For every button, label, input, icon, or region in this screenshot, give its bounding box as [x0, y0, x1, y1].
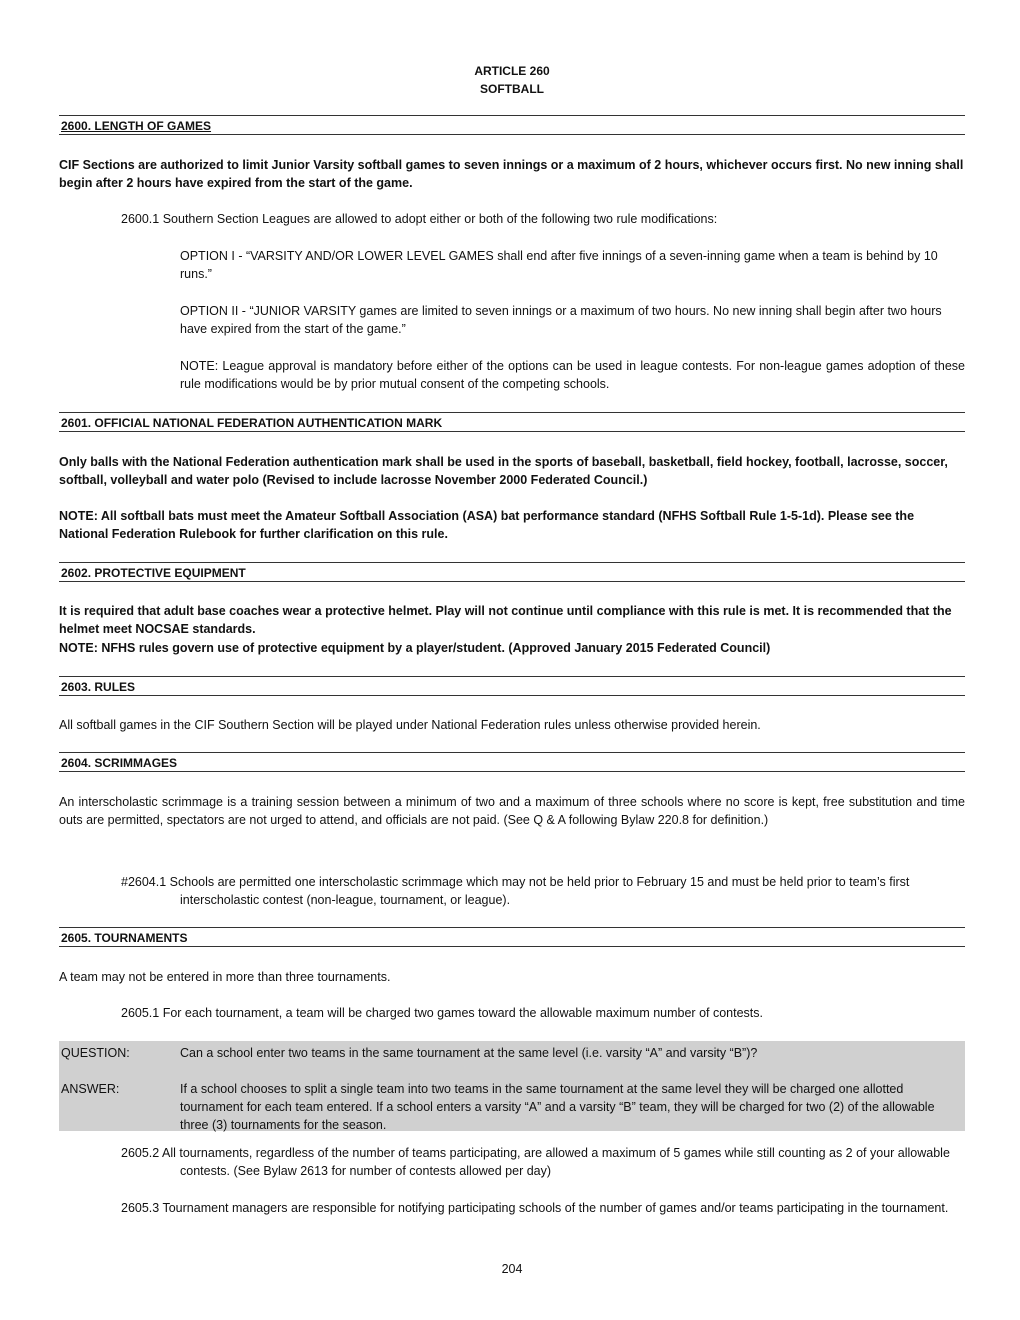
section-2604-body: An interscholastic scrimmage is a training session between a minimum of two and a maximum of three schools where no score is kept, free substitution and time outs are permitted, spectators are not urged to attend, and officials are not paid. (See Q & A following Bylaw 220.8 for definition.) — [59, 795, 965, 827]
section-heading-2604: 2604. SCRIMMAGES — [59, 752, 965, 772]
section-2601-body: Only balls with the National Federation authentication mark shall be used in the sports of baseball, basketball, field hockey, football, lacrosse, soccer, softball, volleyball and water polo (Revised to include lacrosse November 2000 Federated Council.) — [59, 455, 948, 487]
section-2605-1: 2605.1 For each tournament, a team will be charged two games toward the allowable maximum number of contests. — [121, 1006, 763, 1020]
section-heading-2601: 2601. OFFICIAL NATIONAL FEDERATION AUTHENTICATION MARK — [59, 412, 965, 432]
option-1: OPTION I - “VARSITY AND/OR LOWER LEVEL GAMES shall end after five innings of a seven-inning game when a team is behind by 10 runs.” — [180, 249, 938, 281]
section-2602-note: NOTE: NFHS rules govern use of protective equipment by a player/student. (Approved January 2015 Federated Council) — [59, 641, 771, 655]
section-heading-2600: 2600. LENGTH OF GAMES — [59, 115, 965, 135]
section-2605-body: A team may not be entered in more than three tournaments. — [59, 970, 391, 984]
section-2600-note: NOTE: League approval is mandatory before either of the options can be used in league contests. For non-league games adoption of these rule modifications would be by prior mutual consent of the competing schools. — [180, 359, 965, 391]
section-heading-2602: 2602. PROTECTIVE EQUIPMENT — [59, 562, 965, 582]
qa-box — [59, 1041, 965, 1131]
section-2604-1: #2604.1 Schools are permitted one interscholastic scrimmage which may not be held prior to February 15 and must be held prior to team’s first interscholastic contest (non-league, tournament, or league). — [121, 875, 910, 907]
section-2600-body: CIF Sections are authorized to limit Junior Varsity softball games to seven innings or a maximum of 2 hours, whichever occurs first. No new inning shall begin after 2 hours have expired from the start of the game. — [59, 158, 964, 190]
question-label: QUESTION: — [61, 1046, 130, 1060]
section-2605-2: 2605.2 All tournaments, regardless of the number of teams participating, are allowed a maximum of 5 games while still counting as 2 of your allowable contests. (See Bylaw 2613 for number of contests allowed per day) — [121, 1146, 950, 1178]
question-text: Can a school enter two teams in the same tournament at the same level (i.e. varsity “A” and varsity “B”)? — [180, 1046, 758, 1060]
page-number: 204 — [501, 1262, 523, 1276]
answer-label: ANSWER: — [61, 1082, 120, 1096]
section-2600-1: 2600.1 Southern Section Leagues are allowed to adopt either or both of the following two rule modifications: — [121, 212, 718, 226]
section-2605-3: 2605.3 Tournament managers are responsible for notifying participating schools of the number of games and/or teams participating in the tournament. — [121, 1201, 949, 1215]
article-subtitle: SOFTBALL — [480, 82, 544, 96]
section-2603-body: All softball games in the CIF Southern Section will be played under National Federation rules unless otherwise provided herein. — [59, 718, 761, 732]
option-2: OPTION II - “JUNIOR VARSITY games are limited to seven innings or a maximum of two hours. No new inning shall begin after two hours have expired from the start of the game.” — [180, 304, 942, 336]
section-2601-note: NOTE: All softball bats must meet the Amateur Softball Association (ASA) bat performance standard (NFHS Softball Rule 1-5-1d). Please see the National Federation Rulebook for further clarification on this rule. — [59, 509, 915, 541]
section-2602-body: It is required that adult base coaches wear a protective helmet. Play will not continue until compliance with this rule is met. It is recommended that the helmet meet NOCSAE standards. — [59, 604, 952, 636]
article-title: ARTICLE 260 — [474, 64, 550, 78]
section-heading-2603: 2603. RULES — [59, 676, 965, 696]
answer-text: If a school chooses to split a single team into two teams in the same tournament at the same level they will be charged one allotted tournament for each team entered. If a school enters a varsity “A” and a varsity “B” team, they will be charged for two (2) of the allowable three (3) tournaments for the season. — [180, 1082, 935, 1132]
section-heading-2605: 2605. TOURNAMENTS — [59, 927, 965, 947]
